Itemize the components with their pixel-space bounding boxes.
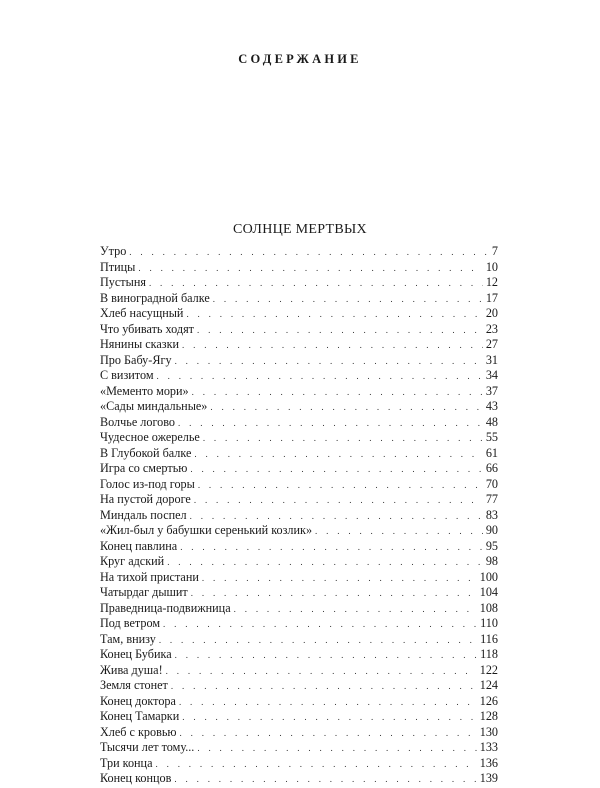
dot-leader — [234, 602, 477, 618]
section-title: СОЛНЦЕ МЕРТВЫХ — [233, 222, 367, 237]
toc-entry-page-number: 136 — [479, 755, 498, 770]
toc-entry — [100, 384, 498, 400]
toc-entry-title: Птицы — [100, 259, 136, 274]
dot-leader — [175, 648, 478, 664]
dot-leader — [186, 307, 482, 323]
toc-entry — [100, 260, 498, 276]
toc-entry-page-number: 43 — [485, 399, 498, 413]
toc-entry-title: Нянины сказки — [100, 337, 180, 351]
toc-entry-title: Пустыня — [100, 275, 146, 289]
toc-entry — [100, 508, 498, 524]
toc-entry-title: Конец Тамарки — [100, 709, 180, 723]
dot-leader — [203, 431, 483, 447]
dot-leader — [159, 633, 477, 649]
toc-entry-page-number: 48 — [485, 414, 498, 429]
toc-entry-page-number: 139 — [479, 771, 498, 785]
toc-entry-title: Миндаль поспел — [100, 507, 187, 522]
toc-entry — [100, 554, 498, 570]
toc-entry-title: Игра со смертью — [100, 461, 188, 475]
toc-entry — [100, 430, 498, 446]
dot-leader — [198, 478, 483, 494]
dot-leader — [157, 369, 483, 385]
toc-entry-title: На тихой пристани — [100, 569, 199, 584]
dot-leader — [194, 493, 483, 509]
dot-leader — [213, 292, 483, 308]
toc-entry-page-number: 122 — [479, 662, 498, 677]
toc-entry-page-number: 37 — [485, 383, 498, 398]
dot-leader — [179, 695, 477, 711]
toc-entry-title: Голос из-под горы — [100, 476, 195, 491]
toc-entry-page-number: 31 — [485, 352, 498, 367]
toc-entry-title: Тысячи лет тому... — [100, 740, 195, 754]
toc-entry — [100, 523, 498, 539]
toc-entry — [100, 601, 498, 617]
dot-leader — [197, 323, 483, 339]
toc-entry-page-number: 10 — [485, 259, 498, 274]
table-of-contents — [100, 244, 498, 787]
toc-entry — [100, 632, 498, 648]
toc-entry — [100, 616, 498, 632]
toc-entry-page-number: 12 — [485, 275, 498, 289]
dot-leader — [174, 772, 476, 788]
toc-entry-title: «Сады миндальные» — [100, 399, 208, 413]
contents-heading: СОДЕРЖАНИЕ — [238, 52, 362, 66]
dot-leader — [163, 617, 477, 633]
toc-entry-title: Конец павлина — [100, 538, 178, 553]
toc-entry-page-number: 66 — [485, 461, 498, 475]
toc-entry-title: Чатырдаг дышит — [100, 585, 188, 599]
toc-entry-page-number: 7 — [491, 244, 498, 258]
toc-entry — [100, 322, 498, 338]
toc-entry-page-number: 98 — [485, 554, 498, 568]
toc-entry-page-number: 70 — [485, 476, 498, 491]
toc-entry-page-number: 90 — [485, 523, 498, 537]
toc-entry-page-number: 55 — [485, 430, 498, 444]
toc-entry — [100, 740, 498, 756]
toc-entry — [100, 461, 498, 477]
toc-entry — [100, 477, 498, 493]
toc-entry-title: Жива душа! — [100, 662, 163, 677]
toc-entry — [100, 415, 498, 431]
toc-entry-page-number: 110 — [480, 616, 498, 630]
toc-entry-page-number: 116 — [480, 631, 498, 646]
toc-entry — [100, 678, 498, 694]
toc-entry — [100, 570, 498, 586]
toc-entry — [100, 353, 498, 369]
toc-entry — [100, 756, 498, 772]
toc-entry — [100, 368, 498, 384]
dot-leader — [149, 276, 483, 292]
toc-entry-title: Волчье логово — [100, 414, 176, 429]
toc-entry-title: Чудесное ожерелье — [100, 430, 200, 444]
dot-leader — [194, 447, 482, 463]
toc-entry-title: «Жил-был у бабушки серенький козлик» — [100, 523, 313, 537]
dot-leader — [166, 664, 477, 680]
toc-entry-title: В Глубокой балке — [100, 445, 192, 460]
dot-leader — [129, 245, 489, 261]
toc-entry-title: «Мементо мори» — [100, 383, 189, 398]
dot-leader — [315, 524, 483, 540]
toc-entry-page-number: 61 — [485, 445, 498, 460]
dot-leader — [156, 757, 477, 773]
toc-entry — [100, 492, 498, 508]
toc-entry — [100, 709, 498, 725]
toc-entry-page-number: 20 — [485, 306, 498, 320]
dot-leader — [197, 741, 476, 757]
toc-entry — [100, 585, 498, 601]
toc-entry — [100, 647, 498, 663]
dot-leader — [202, 571, 477, 587]
toc-entry-title: Хлеб насущный — [100, 306, 184, 320]
toc-entry-title: Круг адский — [100, 554, 165, 568]
dot-leader — [190, 462, 482, 478]
toc-entry-page-number: 130 — [479, 724, 498, 739]
dot-leader — [178, 416, 483, 432]
toc-entry — [100, 306, 498, 322]
dot-leader — [138, 261, 482, 277]
toc-entry-page-number: 133 — [479, 740, 498, 754]
toc-entry — [100, 291, 498, 307]
toc-entry-title: С визитом — [100, 368, 154, 382]
toc-entry-title: Там, внизу — [100, 631, 156, 646]
toc-entry-title: Конец концов — [100, 771, 172, 785]
toc-entry-page-number: 34 — [485, 368, 498, 382]
toc-entry — [100, 399, 498, 415]
toc-entry-title: Хлеб с кровью — [100, 724, 177, 739]
toc-entry-title: Конец Бубика — [100, 647, 172, 661]
toc-entry-page-number: 100 — [479, 569, 498, 584]
toc-entry — [100, 275, 498, 291]
toc-entry-title: Под ветром — [100, 616, 161, 630]
dot-leader — [182, 710, 476, 726]
toc-entry — [100, 725, 498, 741]
toc-entry-page-number: 23 — [485, 321, 498, 336]
toc-entry — [100, 539, 498, 555]
toc-entry-title: Три конца — [100, 755, 153, 770]
dot-leader — [210, 400, 482, 416]
toc-entry-title: Что убивать ходят — [100, 321, 195, 336]
dot-leader — [180, 540, 483, 556]
toc-entry-page-number: 83 — [485, 507, 498, 522]
dot-leader — [167, 555, 483, 571]
toc-entry-page-number: 108 — [479, 600, 498, 615]
toc-entry — [100, 446, 498, 462]
toc-entry-page-number: 77 — [485, 492, 498, 506]
toc-entry-page-number: 17 — [485, 290, 498, 305]
toc-entry-title: На пустой дороге — [100, 492, 191, 506]
toc-entry — [100, 244, 498, 260]
toc-entry-page-number: 118 — [480, 647, 498, 661]
toc-entry — [100, 771, 498, 787]
toc-entry — [100, 337, 498, 353]
toc-entry-page-number: 95 — [485, 538, 498, 553]
toc-entry-title: Земля стонет — [100, 678, 168, 692]
toc-entry-title: В виноградной балке — [100, 290, 210, 305]
toc-entry-page-number: 124 — [479, 678, 498, 692]
dot-leader — [171, 679, 477, 695]
toc-entry-page-number: 27 — [485, 337, 498, 351]
dot-leader — [192, 385, 483, 401]
toc-entry-page-number: 128 — [479, 709, 498, 723]
dot-leader — [180, 726, 477, 742]
dot-leader — [175, 354, 483, 370]
toc-entry — [100, 663, 498, 679]
dot-leader — [190, 509, 483, 525]
toc-entry-title: Утро — [100, 244, 127, 258]
toc-entry-page-number: 104 — [479, 585, 498, 599]
toc-entry — [100, 694, 498, 710]
toc-entry-title: Конец доктора — [100, 693, 176, 708]
dot-leader — [191, 586, 477, 602]
toc-entry-page-number: 126 — [479, 693, 498, 708]
toc-entry-title: Про Бабу-Ягу — [100, 352, 172, 367]
dot-leader — [182, 338, 483, 354]
toc-entry-title: Праведница-подвижница — [100, 600, 231, 615]
